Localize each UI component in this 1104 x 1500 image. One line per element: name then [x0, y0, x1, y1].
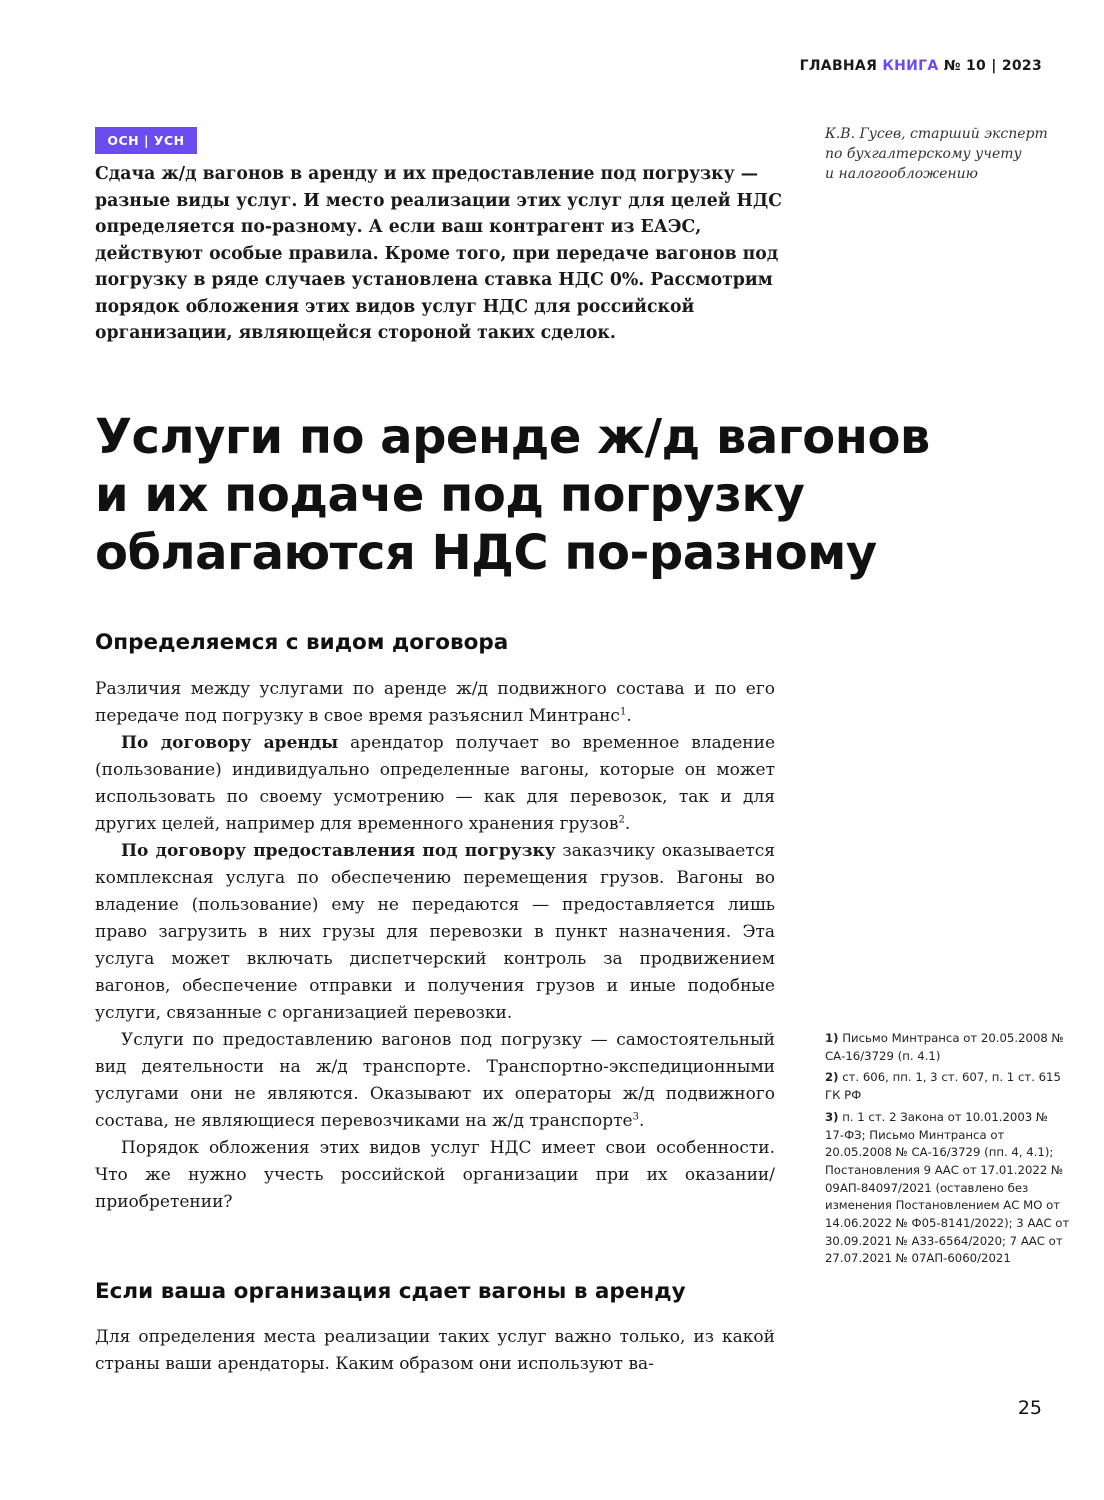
footnote: 1) Письмо Минтранса от 20.05.2008 № СА-16/3729 (п. 4.1)	[825, 1031, 1064, 1063]
paragraph: Услуги по предоставлению вагонов под погрузку — самостоятельный вид деятельности на ж/д транспорте. Транспортно-экспедиционными услугами они не являются. Оказывают их операторы ж/д подвижного состава, не являющиеся перевозчиками на ж/д транспорте$^3$.	[95, 1030, 775, 1131]
page-number: 25	[1017, 1397, 1042, 1419]
bold-term: По договору предоставления под погрузку	[121, 841, 556, 861]
section-body-contract-type	[95, 676, 775, 1216]
author-byline	[825, 124, 1065, 184]
footnotes	[825, 1030, 1070, 1272]
footnote-ref: 3	[632, 1111, 639, 1123]
paragraph: Различия между услугами по аренде ж/д подвижного состава и по его передаче под погрузку в свое время разъяснил Минтранс$^1$.	[95, 679, 775, 726]
paragraph: По договору предоставления под погрузку заказчику оказывается комплексная услуга по обеспечению перемещения грузов. Вагоны во владение (пользование) ему не передаются — предоставляется лишь право загрузить в них грузы для перевозки в пункт назначения. Эта услуга может включать диспетчерский контроль за продвижением вагонов, обеспечение отправки и получения грузов и иные подобные услуги, связанные с организацией перевозки.	[95, 841, 775, 1023]
magazine-masthead	[800, 58, 1042, 74]
bold-term: По договору аренды	[121, 733, 339, 753]
brand-accent: КНИГА	[882, 58, 939, 74]
footnote: 2) ст. 606, пп. 1, 3 ст. 607, п. 1 ст. 615 ГК РФ	[825, 1070, 1061, 1103]
footnote: 3) п. 1 ст. 2 Закона от 10.01.2003 № 17-ФЗ; Письмо Минтранса от 20.05.2008 № СА-16/3729 (пп. 4, 4.1); Постановления 9 ААС от 17.01.2022 № 09АП-84097/2021 (оставлено без изменения Постановлением АС МО от 14.06.2022 № Ф05-8141/2022); 3 ААС от 30.09.2021 № А33-6564/2020; 7 ААС от 27.07.2021 № 07АП-6060/2021	[825, 1109, 1070, 1266]
brand-main: ГЛАВНАЯ	[799, 58, 878, 74]
title-line-1: Услуги по аренде ж/д вагонов	[95, 409, 930, 465]
title-line-3: облагаются НДС по-разному	[95, 525, 877, 581]
section-heading-leasing: Если ваша организация сдает вагоны в аренду	[95, 1279, 686, 1304]
issue-number: № 10 | 2023	[943, 58, 1042, 74]
author-line-2: по бухгалтерскому учету	[825, 146, 1022, 162]
section-body-leasing	[95, 1324, 775, 1378]
footnote-ref: 1	[619, 706, 627, 718]
paragraph: Порядок обложения этих видов услуг НДС имеет свои особенности. Что же нужно учесть российской организации при их оказании/приобретении?	[95, 1138, 775, 1212]
author-line-3: и налогообложению	[825, 166, 978, 182]
article-title	[95, 408, 995, 582]
lead-paragraph: Сдача ж/д вагонов в аренду и их предоставление под погрузку — разные виды услуг. И место реализации этих услуг для целей НДС определяется по-разному. А если ваш контрагент из ЕАЭС, действуют особые правила. Кроме того, при передаче вагонов под погрузку в ряде случаев установлена ставка НДС 0%. Рассмотрим порядок обложения этих видов услуг НДС для российской организации, являющейся стороной таких сделок.	[95, 164, 782, 343]
footnote-ref: 2	[618, 814, 625, 826]
section-heading-contract-type: Определяемся с видом договора	[95, 630, 509, 655]
paragraph: По договору аренды арендатор получает во временное владение (пользование) индивидуально определенные вагоны, которые он может использовать по своему усмотрению — как для перевозок, так и для других целей, например для временного хранения грузов$^2$.	[95, 733, 776, 834]
paragraph: Для определения места реализации таких услуг важно только, из какой страны ваши арендаторы. Каким образом они используют ва-	[95, 1327, 775, 1374]
tax-regime-tag: ОСН | УСН	[95, 127, 197, 154]
title-line-2: и их подаче под погрузку	[95, 467, 805, 523]
author-line-1: К.В. Гусев, старший эксперт	[825, 126, 1048, 142]
